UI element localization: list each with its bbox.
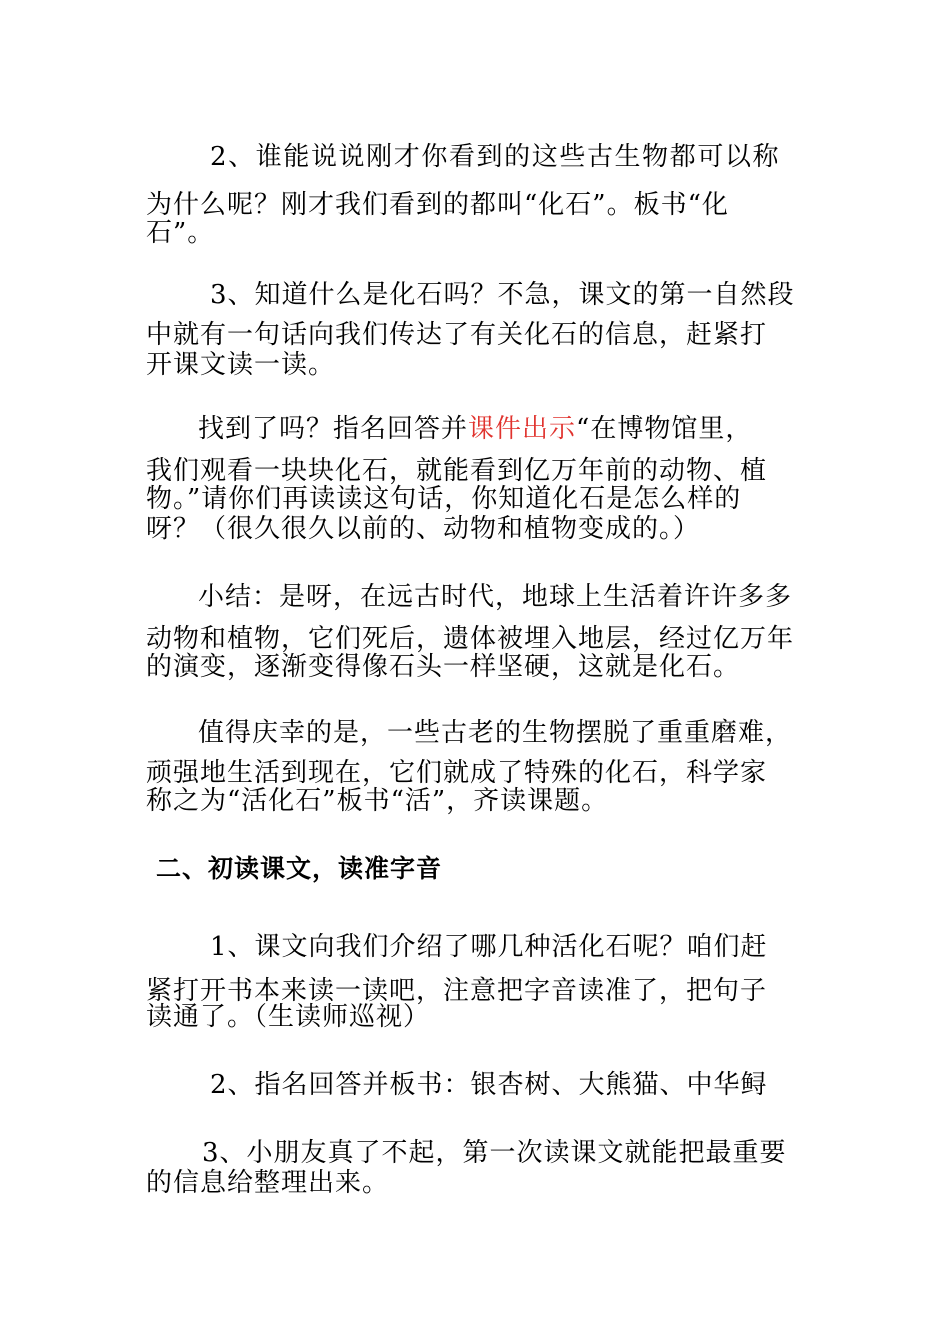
paragraph-line: 开课文读一读。 (146, 350, 336, 380)
paragraph-line: 我们观看一块块化石，就能看到亿万年前的动物、植 (146, 456, 768, 486)
paragraph-line: 3、知道什么是化石吗？不急，课文的第一自然段 (210, 280, 795, 310)
paragraph-line (146, 412, 806, 446)
paragraph-found-it (146, 412, 806, 546)
paragraph-line: 2、谁能说说刚才你看到的这些古生物都可以称 (210, 142, 781, 172)
paragraph-line: 值得庆幸的是，一些古老的生物摆脱了重重磨难， (198, 718, 793, 748)
paragraph-line: 动物和植物，它们死后，遗体被埋入地层，经过亿万年 (146, 624, 795, 654)
paragraph-line: 中就有一句话向我们传达了有关化石的信息，赶紧打 (146, 320, 768, 350)
section-heading: 二、初读课文，读准字音 (156, 854, 443, 883)
paragraph-line: 小结：是呀，在远古时代，地球上生活着许许多多 (198, 582, 793, 612)
paragraph-line: 读通了。（生读师巡视） (146, 1002, 431, 1032)
paragraph-line: 的演变，逐渐变得像石头一样坚硬，这就是化石。 (146, 652, 741, 682)
paragraph-what-is-fossil (146, 278, 806, 382)
paragraph-great-job (146, 1136, 806, 1200)
paragraph-summary (146, 580, 806, 684)
paragraph-line: 紧打开书本来读一读吧，注意把字音读准了，把句子 (146, 976, 768, 1006)
paragraph-line: 石”。 (146, 218, 215, 248)
paragraph-line: 1、课文向我们介绍了哪几种活化石呢？咱们赶 (210, 932, 768, 962)
paragraph-line: 3、小朋友真了不起，第一次读课文就能把最重要 (202, 1138, 787, 1168)
paragraph-line: 物。”请你们再读读这句话，你知道化石是怎么样的 (146, 484, 742, 514)
paragraph-who-can-say (146, 140, 806, 250)
paragraph-line: 为什么呢？刚才我们看到的都叫“化石”。板书“化 (146, 190, 729, 220)
paragraph-text: 找到了吗？指名回答并 (198, 414, 469, 444)
paragraph-line: 称之为“活化石”板书“活”，齐读课题。 (146, 786, 609, 816)
paragraph-line: 顽强地生活到现在，它们就成了特殊的化石，科学家 (146, 758, 768, 788)
paragraph-fortunate (146, 716, 806, 818)
paragraph-line: 的信息给整理出来。 (146, 1168, 390, 1198)
paragraph-line: 呀？（很久很久以前的、动物和植物变成的。） (146, 514, 701, 544)
paragraph-which-fossils (146, 930, 806, 1034)
paragraph-line: 2、指名回答并板书：银杏树、大熊猫、中华鲟 (210, 1070, 768, 1100)
paragraph-board-writing (146, 1068, 806, 1102)
courseware-highlight: 课件出示 (468, 414, 577, 444)
paragraph-text: “在博物馆里， (576, 414, 753, 444)
